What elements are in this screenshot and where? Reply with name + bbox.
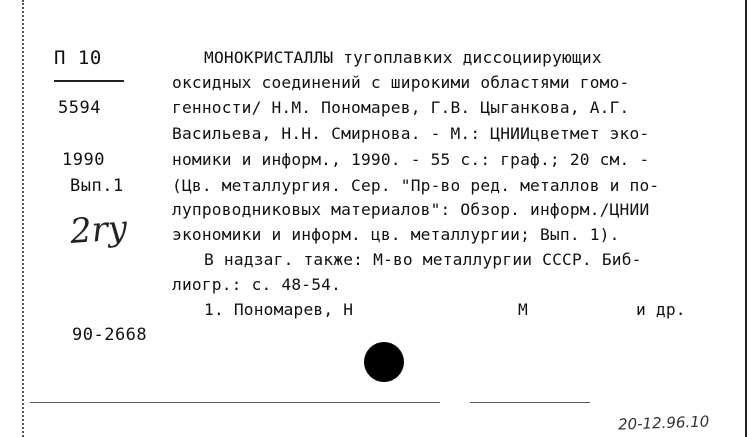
record-line: (Цв. металлургия. Сер. "Пр-во ред. металлов и по- — [172, 176, 660, 195]
record-line: В надзаг. также: М-во металлургии СССР. Биб- — [204, 250, 642, 269]
bottom-rule — [30, 402, 440, 404]
bottom-rule — [470, 402, 590, 404]
call-number: П 10 — [54, 47, 102, 69]
card-punch-hole — [364, 342, 404, 382]
record-line: генности/ Н.М. Пономарев, Г.В. Цыганкова, А.Г. — [172, 98, 630, 117]
year: 1990 — [62, 150, 105, 170]
issue-number: Вып.1 — [70, 176, 124, 196]
tracing-line: 1. Пономарев, Н — [204, 300, 354, 319]
record-line: МОНОКРИСТАЛЛЫ тугоплавких диссоциирующих — [204, 48, 602, 67]
record-line: оксидных соединений с широкими областями гомо- — [172, 73, 630, 92]
handwritten-initials: 2ry — [68, 208, 129, 252]
record-line: экономики и информ. цв. металлургии; Вып. 1). — [172, 225, 620, 244]
registration-number: 5594 — [58, 98, 101, 118]
record-line: лиогр.: с. 48-54. — [172, 275, 342, 294]
tracing-etal: и др. — [636, 300, 686, 319]
record-line: Васильева, Н.Н. Смирнова. - М.: ЦНИИцветмет эко- — [172, 124, 650, 143]
date-stamp: 20-12.96.10 — [617, 412, 710, 434]
record-line: номики и информ., 1990. - 55 с.: граф.; 20 см. - — [172, 150, 650, 169]
tracing-initial: М — [518, 300, 528, 319]
accession-number: 90-2668 — [72, 325, 148, 345]
record-line: лупроводниковых материалов": Обзор. информ./ЦНИИ — [172, 200, 650, 219]
